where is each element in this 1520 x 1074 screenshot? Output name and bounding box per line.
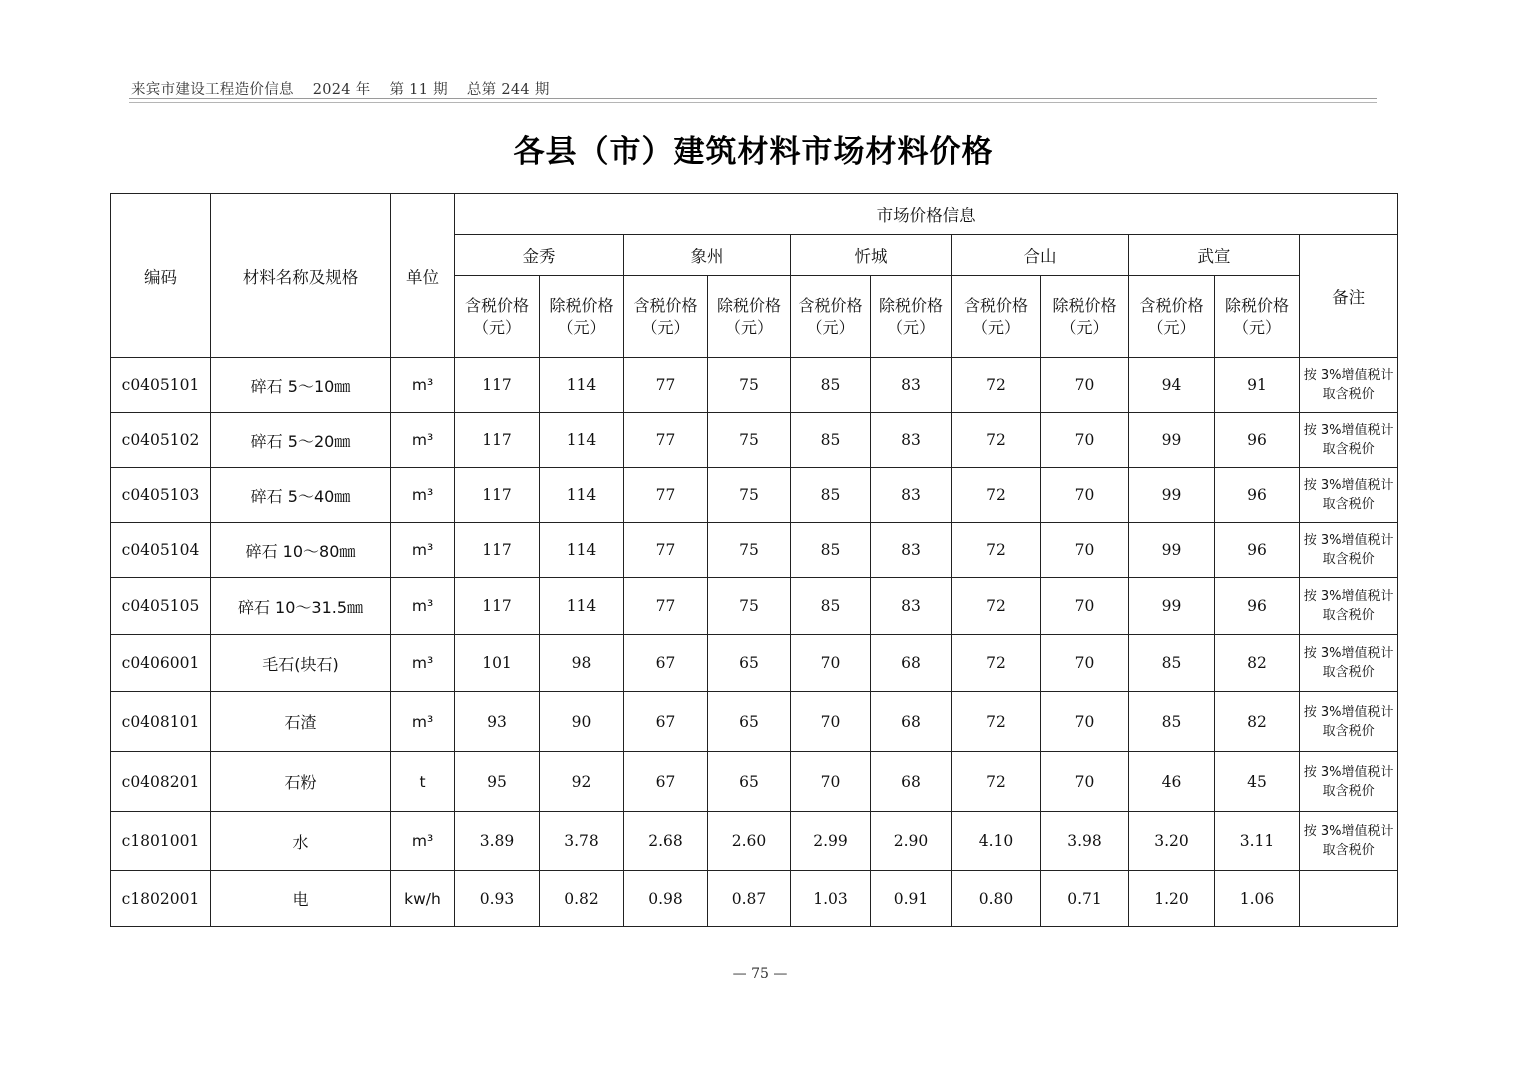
material-unit: m³ — [391, 358, 455, 413]
material-unit: m³ — [391, 413, 455, 468]
material-name-text: 碎石 5～10㎜ — [250, 376, 351, 396]
material-name-text: 碎石 5～40㎜ — [250, 486, 351, 506]
tax-included-price: 72 — [952, 523, 1041, 578]
table-row — [111, 871, 1398, 927]
issue-number: 第 11 期 — [389, 82, 448, 98]
tax-excluded-price: 70 — [1041, 635, 1129, 692]
material-name-text: 水 — [292, 832, 309, 852]
price-table — [110, 193, 1398, 927]
table-row — [111, 578, 1398, 635]
material-code: c0405103 — [111, 468, 211, 523]
material-unit: m³ — [391, 812, 455, 871]
material-code: c0405101 — [111, 358, 211, 413]
tax-included-price: 117 — [455, 358, 540, 413]
material-code: c0408201 — [111, 752, 211, 812]
table-row — [111, 692, 1398, 752]
tax-included-price: 117 — [455, 578, 540, 635]
remark — [1300, 871, 1398, 927]
tax-excluded-price: 96 — [1215, 578, 1300, 635]
material-code: c0405104 — [111, 523, 211, 578]
material-code: c0405105 — [111, 578, 211, 635]
publication-name: 来宾市建设工程造价信息 — [131, 82, 294, 98]
tax-included-price: 85 — [791, 578, 871, 635]
header-region: 忻城 — [791, 235, 952, 276]
tax-excluded-price: 83 — [871, 468, 952, 523]
header-tax-included-price: 含税价格（元） — [1129, 276, 1215, 358]
tax-included-price: 95 — [455, 752, 540, 812]
tax-excluded-price: 65 — [708, 692, 791, 752]
tax-excluded-price: 3.98 — [1041, 812, 1129, 871]
table-row — [111, 413, 1398, 468]
tax-excluded-price: 1.06 — [1215, 871, 1300, 927]
tax-included-price: 77 — [624, 523, 708, 578]
tax-excluded-price: 96 — [1215, 413, 1300, 468]
header-code: 编码 — [111, 194, 211, 358]
tax-included-price: 85 — [791, 413, 871, 468]
tax-excluded-price: 83 — [871, 413, 952, 468]
tax-excluded-price: 3.11 — [1215, 812, 1300, 871]
header-name: 材料名称及规格 — [211, 194, 391, 358]
tax-excluded-price: 0.91 — [871, 871, 952, 927]
tax-excluded-price: 82 — [1215, 692, 1300, 752]
remark: 按 3%增值税计取含税价 — [1300, 692, 1398, 752]
tax-included-price: 46 — [1129, 752, 1215, 812]
header-tax-included-price: 含税价格（元） — [952, 276, 1041, 358]
remark: 按 3%增值税计取含税价 — [1300, 523, 1398, 578]
tax-excluded-price: 75 — [708, 578, 791, 635]
material-name — [211, 635, 391, 692]
header-region: 合山 — [952, 235, 1129, 276]
header-tax-excluded-price: 除税价格（元） — [871, 276, 952, 358]
tax-included-price: 99 — [1129, 578, 1215, 635]
tax-excluded-price: 70 — [1041, 468, 1129, 523]
tax-excluded-price: 68 — [871, 692, 952, 752]
page-title: 各县（市）建筑材料市场材料价格 — [513, 134, 994, 170]
material-code: c0408101 — [111, 692, 211, 752]
tax-excluded-price: 68 — [871, 752, 952, 812]
tax-included-price: 85 — [791, 468, 871, 523]
tax-excluded-price: 92 — [540, 752, 624, 812]
tax-included-price: 70 — [791, 752, 871, 812]
remark: 按 3%增值税计取含税价 — [1300, 468, 1398, 523]
material-name — [211, 871, 391, 927]
remark: 按 3%增值税计取含税价 — [1300, 413, 1398, 468]
header-rule-thin — [129, 102, 1377, 103]
material-unit: kw/h — [391, 871, 455, 927]
table-row — [111, 523, 1398, 578]
tax-included-price: 3.20 — [1129, 812, 1215, 871]
tax-included-price: 67 — [624, 635, 708, 692]
tax-excluded-price: 65 — [708, 752, 791, 812]
material-name-text: 石粉 — [284, 773, 317, 792]
material-name — [211, 692, 391, 752]
remark: 按 3%增值税计取含税价 — [1300, 358, 1398, 413]
tax-excluded-price: 83 — [871, 358, 952, 413]
tax-included-price: 72 — [952, 752, 1041, 812]
material-unit: m³ — [391, 523, 455, 578]
tax-included-price: 77 — [624, 413, 708, 468]
tax-excluded-price: 114 — [540, 578, 624, 635]
material-name — [211, 468, 391, 523]
tax-excluded-price: 70 — [1041, 578, 1129, 635]
table-row — [111, 468, 1398, 523]
material-code: c0406001 — [111, 635, 211, 692]
tax-included-price: 85 — [791, 523, 871, 578]
material-name — [211, 413, 391, 468]
material-name — [211, 578, 391, 635]
tax-excluded-price: 3.78 — [540, 812, 624, 871]
tax-included-price: 72 — [952, 635, 1041, 692]
table-row — [111, 358, 1398, 413]
tax-excluded-price: 83 — [871, 523, 952, 578]
tax-excluded-price: 82 — [1215, 635, 1300, 692]
tax-included-price: 101 — [455, 635, 540, 692]
header-tax-included-price: 含税价格（元） — [791, 276, 871, 358]
tax-excluded-price: 70 — [1041, 413, 1129, 468]
tax-included-price: 85 — [791, 358, 871, 413]
header-tax-excluded-price: 除税价格（元） — [1215, 276, 1300, 358]
material-code: c0405102 — [111, 413, 211, 468]
tax-included-price: 70 — [791, 692, 871, 752]
table-row — [111, 812, 1398, 871]
header-tax-included-price: 含税价格（元） — [624, 276, 708, 358]
material-name-text: 石渣 — [284, 713, 317, 732]
running-header — [131, 78, 564, 99]
tax-excluded-price: 45 — [1215, 752, 1300, 812]
material-name-text: 电 — [292, 890, 309, 909]
tax-included-price: 70 — [791, 635, 871, 692]
tax-included-price: 1.03 — [791, 871, 871, 927]
tax-excluded-price: 96 — [1215, 523, 1300, 578]
tax-excluded-price: 65 — [708, 635, 791, 692]
tax-excluded-price: 75 — [708, 358, 791, 413]
tax-included-price: 2.99 — [791, 812, 871, 871]
tax-included-price: 99 — [1129, 523, 1215, 578]
tax-excluded-price: 75 — [708, 468, 791, 523]
tax-included-price: 0.80 — [952, 871, 1041, 927]
page-number: — 75 — — [732, 966, 788, 982]
tax-included-price: 67 — [624, 752, 708, 812]
tax-excluded-price: 0.87 — [708, 871, 791, 927]
tax-included-price: 93 — [455, 692, 540, 752]
header-region: 武宣 — [1129, 235, 1300, 276]
tax-excluded-price: 70 — [1041, 752, 1129, 812]
tax-included-price: 85 — [1129, 692, 1215, 752]
material-name — [211, 523, 391, 578]
tax-included-price: 72 — [952, 468, 1041, 523]
header-tax-excluded-price: 除税价格（元） — [1041, 276, 1129, 358]
material-unit: m³ — [391, 468, 455, 523]
tax-excluded-price: 70 — [1041, 692, 1129, 752]
tax-excluded-price: 2.90 — [871, 812, 952, 871]
remark: 按 3%增值税计取含税价 — [1300, 578, 1398, 635]
tax-included-price: 94 — [1129, 358, 1215, 413]
tax-excluded-price: 0.71 — [1041, 871, 1129, 927]
tax-excluded-price: 96 — [1215, 468, 1300, 523]
tax-excluded-price: 91 — [1215, 358, 1300, 413]
publication-year: 2024 年 — [312, 82, 371, 98]
table-row — [111, 752, 1398, 812]
tax-included-price: 117 — [455, 523, 540, 578]
tax-included-price: 72 — [952, 578, 1041, 635]
tax-included-price: 4.10 — [952, 812, 1041, 871]
material-name-text: 碎石 5～20㎜ — [250, 431, 351, 451]
tax-excluded-price: 114 — [540, 358, 624, 413]
tax-included-price: 99 — [1129, 468, 1215, 523]
tax-excluded-price: 0.82 — [540, 871, 624, 927]
remark: 按 3%增值税计取含税价 — [1300, 752, 1398, 812]
tax-included-price: 77 — [624, 358, 708, 413]
tax-included-price: 99 — [1129, 413, 1215, 468]
material-unit: m³ — [391, 578, 455, 635]
material-name — [211, 358, 391, 413]
material-code: c1802001 — [111, 871, 211, 927]
tax-excluded-price: 70 — [1041, 523, 1129, 578]
header-tax-excluded-price: 除税价格（元） — [708, 276, 791, 358]
material-name-text: 毛石(块石) — [262, 654, 339, 674]
header-tax-included-price: 含税价格（元） — [455, 276, 540, 358]
tax-included-price: 3.89 — [455, 812, 540, 871]
tax-excluded-price: 114 — [540, 523, 624, 578]
header-market-info: 市场价格信息 — [455, 194, 1398, 235]
tax-included-price: 0.98 — [624, 871, 708, 927]
tax-excluded-price: 75 — [708, 523, 791, 578]
tax-included-price: 0.93 — [455, 871, 540, 927]
tax-included-price: 67 — [624, 692, 708, 752]
tax-included-price: 72 — [952, 413, 1041, 468]
tax-included-price: 72 — [952, 358, 1041, 413]
tax-excluded-price: 114 — [540, 413, 624, 468]
material-name-text: 碎石 10～31.5㎜ — [237, 597, 364, 617]
tax-included-price: 77 — [624, 578, 708, 635]
header-region: 象州 — [624, 235, 791, 276]
total-issue-number: 总第 244 期 — [466, 82, 550, 98]
tax-excluded-price: 114 — [540, 468, 624, 523]
tax-included-price: 117 — [455, 413, 540, 468]
tax-included-price: 2.68 — [624, 812, 708, 871]
material-name-text: 碎石 10～80㎜ — [245, 541, 356, 561]
header-rule — [129, 98, 1377, 99]
tax-included-price: 77 — [624, 468, 708, 523]
remark: 按 3%增值税计取含税价 — [1300, 812, 1398, 871]
header-note: 备注 — [1300, 235, 1398, 358]
tax-included-price: 72 — [952, 692, 1041, 752]
material-name — [211, 812, 391, 871]
header-region: 金秀 — [455, 235, 624, 276]
material-name — [211, 752, 391, 812]
header-unit: 单位 — [391, 194, 455, 358]
tax-excluded-price: 2.60 — [708, 812, 791, 871]
tax-excluded-price: 83 — [871, 578, 952, 635]
material-unit: m³ — [391, 635, 455, 692]
material-unit: t — [391, 752, 455, 812]
tax-excluded-price: 90 — [540, 692, 624, 752]
tax-included-price: 85 — [1129, 635, 1215, 692]
tax-excluded-price: 70 — [1041, 358, 1129, 413]
header-tax-excluded-price: 除税价格（元） — [540, 276, 624, 358]
tax-excluded-price: 75 — [708, 413, 791, 468]
material-unit: m³ — [391, 692, 455, 752]
tax-excluded-price: 98 — [540, 635, 624, 692]
remark: 按 3%增值税计取含税价 — [1300, 635, 1398, 692]
material-code: c1801001 — [111, 812, 211, 871]
tax-included-price: 117 — [455, 468, 540, 523]
tax-included-price: 1.20 — [1129, 871, 1215, 927]
tax-excluded-price: 68 — [871, 635, 952, 692]
table-row — [111, 635, 1398, 692]
